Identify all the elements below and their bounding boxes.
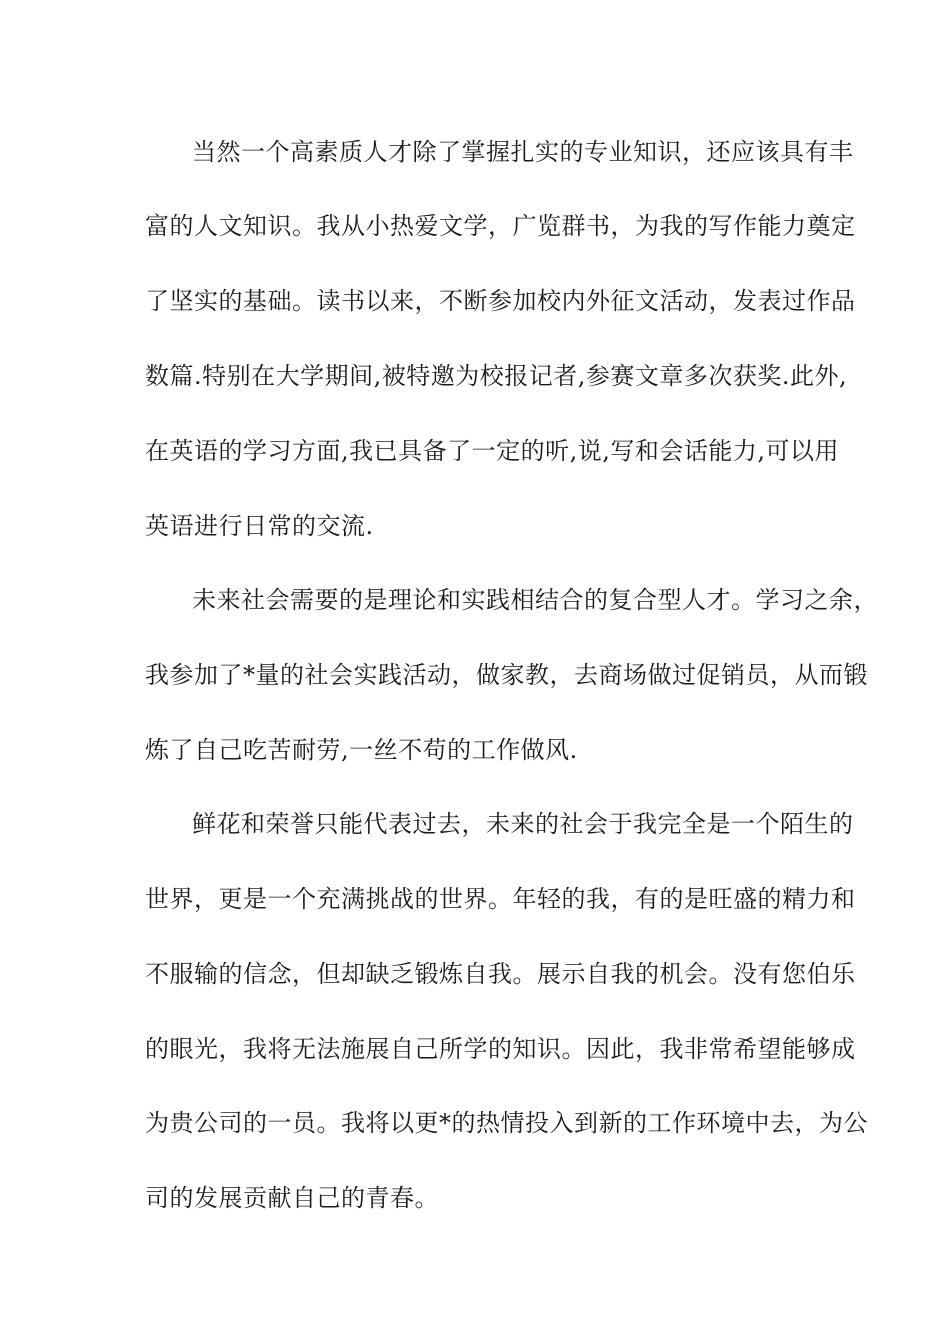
text-line: 未来社会需要的是理论和实践相结合的复合型人才。学习之余， <box>192 586 878 614</box>
text-line: 炼了自己吃苦耐劳,一丝不苟的工作做风. <box>145 736 578 764</box>
text-line: 世界，更是一个充满挑战的世界。年轻的我，有的是旺盛的精力和 <box>145 885 856 913</box>
text-line: 司的发展贡献自己的青春。 <box>145 1184 439 1212</box>
text-line: 我参加了*量的社会实践活动，做家教，去商场做过促销员，从而锻 <box>145 661 868 689</box>
text-line: 富的人文知识。我从小热爱文学，广览群书，为我的写作能力奠定 <box>145 212 856 240</box>
text-line: 数篇.特别在大学期间,被特邀为校报记者,参赛文章多次获奖.此外, <box>145 362 848 390</box>
text-line: 了坚实的基础。读书以来，不断参加校内外征文活动，发表过作品 <box>145 287 856 315</box>
text-line: 英语进行日常的交流. <box>145 512 374 540</box>
text-line: 的眼光，我将无法施展自己所学的知识。因此，我非常希望能够成 <box>145 1035 856 1063</box>
text-line: 当然一个高素质人才除了掌握扎实的专业知识，还应该具有丰 <box>192 138 854 166</box>
text-line: 在英语的学习方面,我已具备了一定的听,说,写和会话能力,可以用 <box>145 437 840 465</box>
text-line: 为贵公司的一员。我将以更*的热情投入到新的工作环境中去，为公 <box>145 1109 868 1137</box>
text-line: 不服输的信念，但却缺乏锻炼自我。展示自我的机会。没有您伯乐 <box>145 960 856 988</box>
text-line: 鲜花和荣誉只能代表过去，未来的社会于我完全是一个陌生的 <box>192 810 854 838</box>
